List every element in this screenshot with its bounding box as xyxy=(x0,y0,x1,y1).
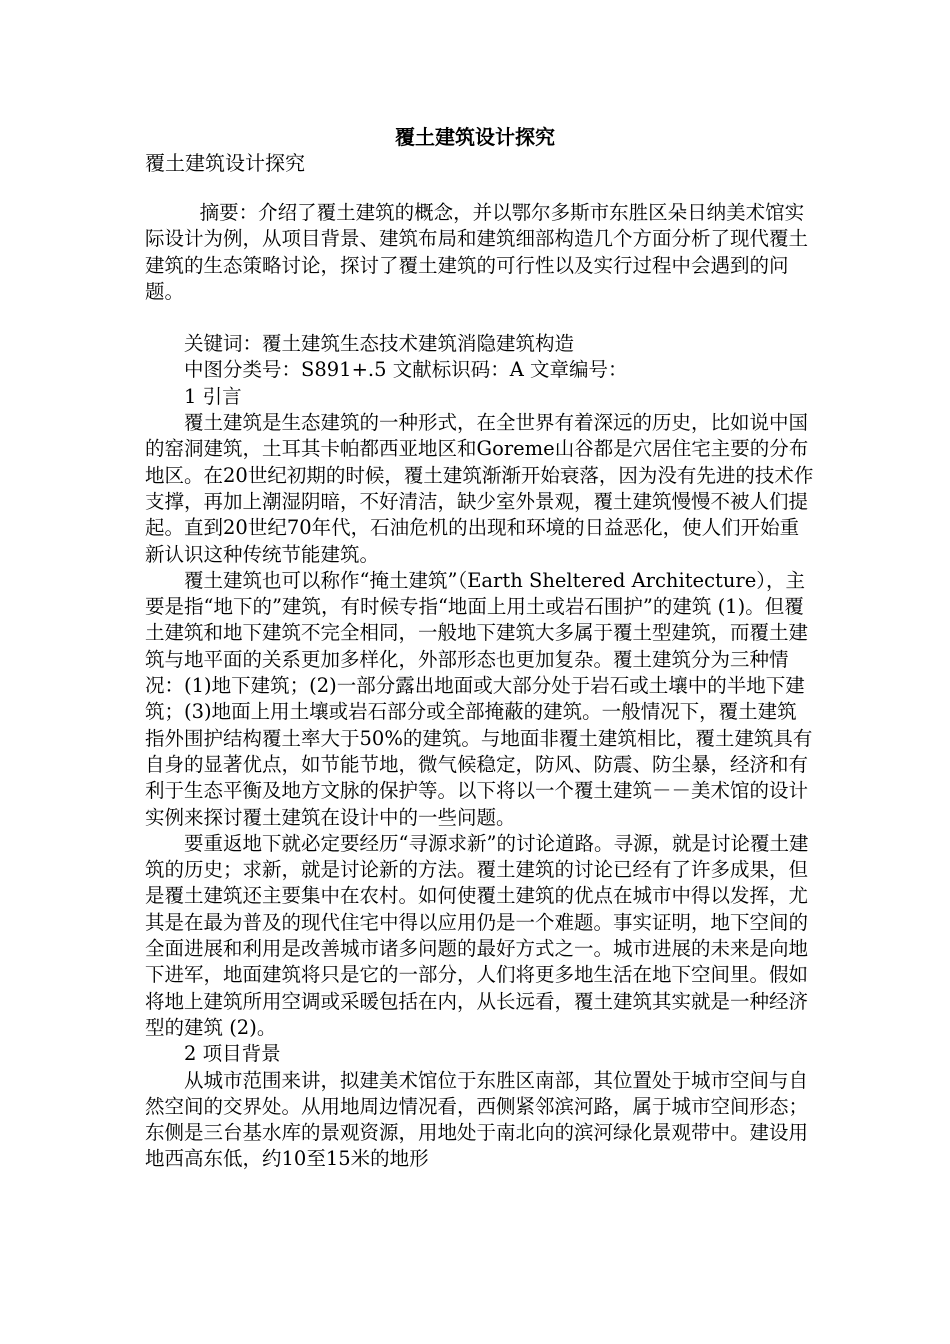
body-paragraph: 覆土建筑是生态建筑的一种形式，在全世界有着深远的历史，比如说中国的窑洞建筑，土耳其卡帕都西亚地区和Goreme山谷都是穴居住宅主要的分布地区。在20世纪初期的时候，覆土建筑渐渐开始衰落，因为没有先进的技术作支撑，再加上潮湿阴暗，不好清洁，缺少室外景观，覆土建筑慢慢不被人们提起。直到20世纪70年代，石油危机的出现和环境的日益恶化，使人们开始重新认识这种传统节能建筑。 xyxy=(145,411,814,566)
keywords-line: 关键词：覆土建筑生态技术建筑消隐建筑构造 xyxy=(184,332,575,356)
body-paragraph: 要重返地下就必定要经历“寻源求新”的讨论道路。寻源，就是讨论覆土建筑的历史；求新，就是讨论新的方法。覆土建筑的讨论已经有了许多成果，但是覆土建筑还主要集中在农村。如何使覆土建筑的优点在城市中得以发挥，尤其是在最为普及的现代住宅中得以应用仍是一个难题。事实证明，地下空间的全面进展和利用是改善城市诸多问题的最好方式之一。城市进展的未来是向地下进军，地面建筑将只是它的一部分，人们将更多地生活在地下空间里。假如将地上建筑所用空调或采暖包括在内，从长远看，覆土建筑其实就是一种经济型的建筑 (2)。 xyxy=(145,831,809,1039)
document-title: 覆土建筑设计探究 xyxy=(395,125,555,149)
body-paragraph: 覆土建筑也可以称作“掩土建筑”（Earth Sheltered Architecture），主要是指“地下的”建筑，有时候专指“地面上用土或岩石围护”的建筑 (1)。但覆土建筑和地下建筑不完全相同，一般地下建筑大多属于覆土型建筑，而覆土建筑与地平面的关系更加多样化，外部形态也更加复杂。覆土建筑分为三种情况：(1)地下建筑；(2)一部分露出地面或大部分处于岩石或土壤中的半地下建筑；(3)地面上用土壤或岩石部分或全部掩蔽的建筑。一般情况下，覆土建筑指外围护结构覆土率大于50%的建筑。与地面非覆土建筑相比，覆土建筑具有自身的显著优点，如节能节地，微气候稳定，防风、防震、防尘暴，经济和有利于生态平衡及地方文脉的保护等。以下将以一个覆土建筑－－美术馆的设计实例来探讨覆土建筑在设计中的一些问题。 xyxy=(145,568,813,829)
abstract-paragraph: 摘要：介绍了覆土建筑的概念，并以鄂尔多斯市东胜区朵日纳美术馆实际设计为例，从项目背景、建筑布局和建筑细部构造几个方面分析了现代覆土建筑的生态策略讨论，探讨了覆土建筑的可行性以及实行过程中会遇到的问题。 xyxy=(145,201,809,303)
classification-line: 中图分类号：S891+.5 文献标识码：A 文章编号： xyxy=(184,358,628,382)
section-heading-project-background: 2 项目背景 xyxy=(184,1042,281,1066)
document-subtitle: 覆土建筑设计探究 xyxy=(145,151,305,175)
section-heading-introduction: 1 引言 xyxy=(184,384,242,408)
body-paragraph: 从城市范围来讲，拟建美术馆位于东胜区南部，其位置处于城市空间与自然空间的交界处。从用地周边情况看，西侧紧邻滨河路，属于城市空间形态；东侧是三台基水库的景观资源，用地处于南北向的滨河绿化景观带中。建设用地西高东低，约10至15米的地形 xyxy=(145,1068,809,1171)
document-body xyxy=(145,200,815,1173)
